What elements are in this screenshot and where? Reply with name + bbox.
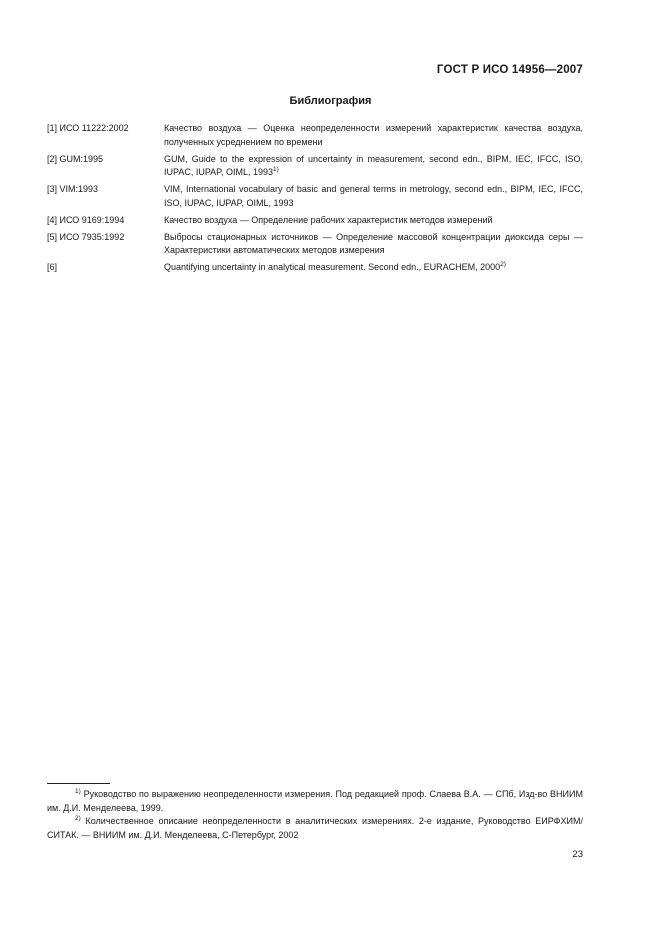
bibliography-entry (47, 153, 583, 180)
bibliography-entry (47, 261, 583, 275)
footnote-text: Количественное описание неопределенности в аналитических измерениях. 2-е издание, Руководство ЕИРФХИМ/СИТАК. — ВНИИМ им. Д.И. Менделеева, С-Петербург, 2002 (47, 816, 583, 840)
footnote-mark: 1) (273, 166, 279, 173)
entry-reference: [4] ИСО 9169:1994 (47, 214, 125, 225)
footnotes (47, 788, 583, 842)
footnote-divider (47, 783, 110, 784)
bibliography-entry (47, 214, 583, 228)
bibliography-entry (47, 231, 583, 258)
entry-reference: [2] GUM:1995 (47, 153, 104, 164)
entry-reference: [5] ИСО 7935:1992 (47, 231, 125, 242)
entry-reference: [1] ИСО 11222:2002 (47, 123, 129, 133)
bibliography-entry (47, 122, 583, 149)
page-number: 23 (572, 849, 583, 860)
entry-text: Quantifying uncertainty in analytical measurement. Second edn., EURACHEM, 2000$^{2)}$ (164, 261, 506, 272)
entry-text: Качество воздуха — Определение рабочих характеристик методов измерений (164, 214, 493, 225)
bibliography-entry (47, 183, 583, 210)
page-title: Библиография (289, 95, 372, 107)
footnote-mark: 2) (500, 261, 506, 268)
footnote (47, 788, 583, 815)
document-code: ГОСТ Р ИСО 14956—2007 (436, 64, 583, 76)
footnote-text: Руководство по выражению неопределенности измерения. Под редакцией проф. Слаева В.А. — СПб, Изд-во ВНИИМ им. Д.И. Менделеева, 1999. (47, 789, 583, 813)
entry-text: Качество воздуха — Оценка неопределенности измерений характеристик качества воздуха, полученных усреднением по времени (164, 123, 583, 147)
entry-text: GUM, Guide to the expression of uncertainty in measurement, second edn., BIPM, IEC, IFCC, ISO, IUPAC, IUPAP, OIML, 1993$^{1)}$ (164, 153, 583, 177)
entry-text: VIM, International vocabulary of basic and general terms in metrology, second edn., BIPM, IEC, IFCC, ISO, IUPAC, IUPAP, OIML, 1993 (164, 184, 583, 208)
entry-text: Выбросы стационарных источников — Определение массовой концентрации диоксида серы — Характеристики автоматических методов измерения (164, 231, 583, 255)
bibliography-list (47, 122, 583, 278)
entry-reference: [3] VIM:1993 (47, 184, 99, 194)
footnote-mark: 1) (75, 788, 81, 795)
footnote (47, 815, 583, 842)
entry-reference: [6] (47, 262, 58, 272)
footnote-mark: 2) (75, 815, 81, 822)
